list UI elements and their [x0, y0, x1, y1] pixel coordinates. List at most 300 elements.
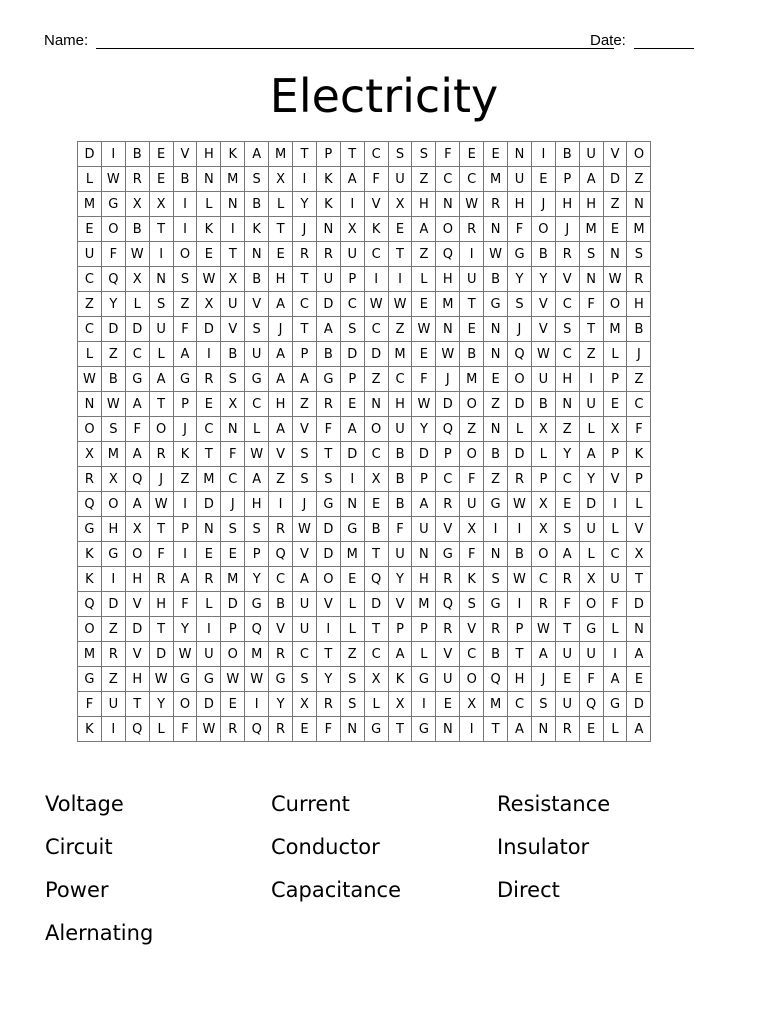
- grid-cell: E: [269, 242, 293, 267]
- grid-cell: U: [412, 517, 436, 542]
- grid-cell: W: [197, 717, 221, 742]
- grid-cell: I: [174, 217, 198, 242]
- grid-cell: J: [293, 217, 317, 242]
- grid-cell: Q: [436, 242, 460, 267]
- grid-cell: H: [580, 192, 604, 217]
- grid-cell: W: [460, 192, 484, 217]
- grid-cell: Z: [627, 367, 651, 392]
- grid-cell: U: [580, 517, 604, 542]
- grid-cell: L: [508, 417, 532, 442]
- grid-cell: I: [317, 617, 341, 642]
- grid-cell: T: [508, 642, 532, 667]
- grid-cell: F: [126, 417, 150, 442]
- grid-cell: R: [508, 467, 532, 492]
- grid-cell: L: [150, 342, 174, 367]
- grid-cell: U: [580, 642, 604, 667]
- date-blank-line: [634, 48, 694, 49]
- grid-cell: S: [245, 317, 269, 342]
- grid-cell: Z: [412, 242, 436, 267]
- grid-cell: I: [604, 492, 628, 517]
- grid-cell: I: [221, 217, 245, 242]
- grid-cell: O: [78, 617, 102, 642]
- grid-cell: D: [126, 617, 150, 642]
- grid-cell: C: [389, 367, 413, 392]
- grid-cell: A: [269, 417, 293, 442]
- grid-cell: X: [197, 292, 221, 317]
- grid-cell: U: [78, 242, 102, 267]
- grid-cell: A: [580, 167, 604, 192]
- grid-row: [78, 442, 651, 467]
- grid-cell: P: [341, 367, 365, 392]
- grid-cell: Z: [484, 392, 508, 417]
- grid-cell: E: [150, 142, 174, 167]
- grid-cell: N: [341, 717, 365, 742]
- grid-cell: A: [293, 567, 317, 592]
- grid-cell: X: [460, 692, 484, 717]
- word-list: [45, 790, 735, 948]
- grid-cell: R: [293, 242, 317, 267]
- grid-cell: A: [341, 417, 365, 442]
- grid-row: [78, 617, 651, 642]
- grid-cell: R: [556, 567, 580, 592]
- word-list-item: Conductor: [271, 835, 380, 859]
- grid-cell: N: [532, 717, 556, 742]
- grid-cell: R: [317, 392, 341, 417]
- grid-cell: P: [293, 342, 317, 367]
- grid-cell: G: [484, 592, 508, 617]
- grid-cell: W: [412, 392, 436, 417]
- grid-cell: N: [484, 217, 508, 242]
- grid-cell: V: [174, 142, 198, 167]
- grid-cell: A: [126, 492, 150, 517]
- grid-cell: L: [341, 617, 365, 642]
- grid-cell: F: [627, 417, 651, 442]
- grid-cell: A: [293, 367, 317, 392]
- grid-cell: R: [484, 192, 508, 217]
- grid-cell: X: [389, 692, 413, 717]
- grid-cell: T: [484, 717, 508, 742]
- grid-cell: F: [221, 442, 245, 467]
- grid-row: [78, 567, 651, 592]
- grid-cell: D: [365, 592, 389, 617]
- word-search-grid: [77, 141, 651, 742]
- grid-cell: T: [556, 617, 580, 642]
- grid-cell: G: [317, 367, 341, 392]
- grid-cell: X: [365, 667, 389, 692]
- grid-cell: H: [508, 667, 532, 692]
- grid-cell: O: [102, 492, 126, 517]
- grid-cell: W: [484, 242, 508, 267]
- grid-cell: D: [341, 442, 365, 467]
- grid-cell: U: [460, 492, 484, 517]
- grid-cell: K: [78, 567, 102, 592]
- grid-cell: C: [627, 392, 651, 417]
- grid-cell: U: [556, 642, 580, 667]
- grid-row: [78, 367, 651, 392]
- grid-cell: C: [532, 567, 556, 592]
- grid-cell: O: [126, 542, 150, 567]
- grid-cell: E: [532, 167, 556, 192]
- grid-cell: A: [269, 292, 293, 317]
- grid-cell: R: [197, 367, 221, 392]
- grid-cell: F: [580, 667, 604, 692]
- grid-cell: Y: [532, 267, 556, 292]
- grid-cell: S: [556, 317, 580, 342]
- grid-cell: P: [341, 267, 365, 292]
- grid-cell: S: [341, 692, 365, 717]
- grid-cell: A: [269, 342, 293, 367]
- grid-cell: O: [580, 592, 604, 617]
- grid-cell: Y: [293, 192, 317, 217]
- grid-cell: T: [197, 442, 221, 467]
- grid-cell: Z: [174, 292, 198, 317]
- grid-cell: U: [389, 417, 413, 442]
- grid-cell: G: [365, 717, 389, 742]
- grid-cell: N: [508, 142, 532, 167]
- grid-cell: E: [78, 217, 102, 242]
- grid-cell: I: [484, 517, 508, 542]
- grid-cell: H: [245, 492, 269, 517]
- grid-row: [78, 417, 651, 442]
- grid-cell: C: [365, 642, 389, 667]
- grid-cell: Q: [365, 567, 389, 592]
- grid-cell: Z: [412, 167, 436, 192]
- grid-cell: Y: [269, 692, 293, 717]
- grid-cell: I: [532, 142, 556, 167]
- grid-cell: E: [436, 692, 460, 717]
- grid-cell: F: [365, 167, 389, 192]
- grid-cell: C: [365, 142, 389, 167]
- grid-cell: Z: [78, 292, 102, 317]
- grid-cell: S: [102, 417, 126, 442]
- page-title: Electricity: [269, 69, 499, 123]
- grid-cell: F: [460, 467, 484, 492]
- grid-cell: R: [627, 267, 651, 292]
- grid-row: [78, 392, 651, 417]
- grid-cell: N: [484, 342, 508, 367]
- grid-cell: O: [460, 392, 484, 417]
- grid-cell: M: [580, 217, 604, 242]
- grid-cell: B: [221, 342, 245, 367]
- grid-cell: D: [317, 542, 341, 567]
- grid-cell: W: [412, 317, 436, 342]
- grid-cell: H: [436, 267, 460, 292]
- grid-cell: C: [293, 642, 317, 667]
- grid-cell: I: [269, 492, 293, 517]
- grid-cell: S: [293, 667, 317, 692]
- grid-cell: N: [341, 492, 365, 517]
- grid-cell: C: [126, 342, 150, 367]
- grid-cell: B: [484, 442, 508, 467]
- header-line: [44, 32, 696, 52]
- grid-cell: G: [174, 367, 198, 392]
- grid-cell: E: [484, 142, 508, 167]
- grid-cell: I: [197, 342, 221, 367]
- grid-cell: E: [197, 242, 221, 267]
- grid-cell: A: [627, 642, 651, 667]
- grid-cell: U: [102, 692, 126, 717]
- grid-cell: I: [460, 242, 484, 267]
- grid-cell: T: [221, 242, 245, 267]
- grid-cell: F: [460, 542, 484, 567]
- grid-cell: V: [293, 542, 317, 567]
- grid-cell: Z: [627, 167, 651, 192]
- grid-cell: E: [604, 392, 628, 417]
- grid-cell: S: [412, 142, 436, 167]
- grid-cell: G: [412, 667, 436, 692]
- grid-cell: T: [460, 292, 484, 317]
- grid-cell: T: [389, 717, 413, 742]
- grid-cell: N: [365, 392, 389, 417]
- grid-cell: L: [78, 167, 102, 192]
- grid-cell: C: [269, 567, 293, 592]
- grid-cell: S: [221, 517, 245, 542]
- grid-cell: E: [484, 367, 508, 392]
- grid-cell: L: [604, 617, 628, 642]
- grid-cell: O: [508, 367, 532, 392]
- grid-cell: O: [460, 442, 484, 467]
- grid-cell: U: [460, 267, 484, 292]
- grid-cell: Z: [460, 417, 484, 442]
- grid-cell: J: [556, 217, 580, 242]
- grid-cell: Q: [269, 542, 293, 567]
- grid-cell: F: [317, 717, 341, 742]
- grid-cell: M: [412, 592, 436, 617]
- grid-cell: V: [269, 442, 293, 467]
- grid-cell: K: [221, 142, 245, 167]
- grid-cell: C: [78, 267, 102, 292]
- grid-cell: V: [365, 192, 389, 217]
- grid-cell: O: [436, 217, 460, 242]
- grid-cell: S: [221, 367, 245, 392]
- grid-cell: H: [269, 267, 293, 292]
- grid-cell: O: [78, 417, 102, 442]
- grid-cell: Z: [389, 317, 413, 342]
- grid-cell: N: [484, 317, 508, 342]
- grid-cell: P: [221, 617, 245, 642]
- grid-cell: R: [484, 617, 508, 642]
- grid-cell: R: [78, 467, 102, 492]
- grid-cell: R: [269, 642, 293, 667]
- grid-cell: I: [365, 267, 389, 292]
- word-list-item: Direct: [497, 878, 560, 902]
- grid-cell: J: [150, 467, 174, 492]
- grid-cell: X: [604, 417, 628, 442]
- grid-cell: O: [221, 642, 245, 667]
- grid-cell: E: [341, 392, 365, 417]
- grid-cell: B: [484, 642, 508, 667]
- grid-cell: A: [389, 642, 413, 667]
- grid-cell: Y: [508, 267, 532, 292]
- grid-cell: O: [532, 542, 556, 567]
- grid-cell: E: [221, 692, 245, 717]
- grid-row: [78, 242, 651, 267]
- grid-cell: U: [580, 142, 604, 167]
- grid-cell: O: [174, 242, 198, 267]
- grid-cell: M: [78, 642, 102, 667]
- grid-row: [78, 342, 651, 367]
- grid-cell: T: [627, 567, 651, 592]
- grid-cell: R: [269, 517, 293, 542]
- grid-cell: A: [627, 717, 651, 742]
- grid-cell: Z: [269, 467, 293, 492]
- grid-cell: Y: [317, 667, 341, 692]
- grid-cell: F: [78, 692, 102, 717]
- grid-cell: B: [460, 342, 484, 367]
- grid-cell: H: [102, 517, 126, 542]
- grid-cell: D: [604, 167, 628, 192]
- grid-row: [78, 492, 651, 517]
- grid-cell: N: [580, 267, 604, 292]
- grid-cell: T: [365, 617, 389, 642]
- grid-cell: I: [580, 367, 604, 392]
- grid-cell: K: [197, 217, 221, 242]
- grid-cell: F: [317, 417, 341, 442]
- grid-cell: G: [269, 667, 293, 692]
- grid-cell: E: [556, 492, 580, 517]
- grid-cell: P: [317, 142, 341, 167]
- word-list-item: Power: [45, 878, 109, 902]
- grid-cell: O: [150, 417, 174, 442]
- grid-cell: Z: [293, 392, 317, 417]
- grid-cell: R: [436, 567, 460, 592]
- grid-cell: W: [436, 342, 460, 367]
- grid-cell: B: [317, 342, 341, 367]
- grid-cell: V: [627, 517, 651, 542]
- grid-cell: A: [532, 642, 556, 667]
- grid-cell: Y: [150, 692, 174, 717]
- grid-cell: A: [580, 442, 604, 467]
- grid-row: [78, 542, 651, 567]
- grid-cell: Q: [78, 592, 102, 617]
- grid-cell: L: [126, 292, 150, 317]
- grid-cell: M: [627, 217, 651, 242]
- grid-cell: H: [269, 392, 293, 417]
- grid-cell: B: [532, 242, 556, 267]
- grid-cell: D: [150, 642, 174, 667]
- grid-cell: H: [508, 192, 532, 217]
- grid-cell: V: [126, 642, 150, 667]
- grid-cell: F: [580, 292, 604, 317]
- grid-cell: P: [604, 367, 628, 392]
- grid-cell: S: [556, 517, 580, 542]
- grid-cell: F: [389, 517, 413, 542]
- grid-row: [78, 692, 651, 717]
- grid-cell: N: [436, 317, 460, 342]
- grid-cell: T: [317, 642, 341, 667]
- grid-cell: G: [197, 667, 221, 692]
- grid-cell: T: [150, 617, 174, 642]
- grid-cell: T: [317, 442, 341, 467]
- grid-cell: W: [293, 517, 317, 542]
- grid-cell: B: [365, 517, 389, 542]
- grid-cell: G: [126, 367, 150, 392]
- grid-cell: D: [627, 592, 651, 617]
- grid-cell: I: [102, 142, 126, 167]
- grid-cell: L: [532, 442, 556, 467]
- grid-row: [78, 467, 651, 492]
- grid-cell: C: [460, 167, 484, 192]
- grid-cell: C: [508, 692, 532, 717]
- grid-row: [78, 217, 651, 242]
- grid-cell: B: [556, 142, 580, 167]
- grid-cell: F: [412, 367, 436, 392]
- grid-cell: L: [412, 267, 436, 292]
- grid-cell: T: [150, 217, 174, 242]
- grid-cell: Z: [556, 417, 580, 442]
- grid-cell: Q: [508, 342, 532, 367]
- grid-cell: T: [389, 242, 413, 267]
- grid-cell: F: [174, 717, 198, 742]
- grid-cell: N: [221, 417, 245, 442]
- grid-cell: B: [484, 267, 508, 292]
- grid-cell: I: [174, 192, 198, 217]
- grid-cell: H: [412, 192, 436, 217]
- name-blank-line: [96, 48, 614, 49]
- grid-cell: M: [436, 292, 460, 317]
- grid-cell: X: [221, 267, 245, 292]
- grid-cell: A: [174, 342, 198, 367]
- grid-cell: E: [627, 667, 651, 692]
- grid-cell: F: [174, 317, 198, 342]
- grid-cell: Q: [78, 492, 102, 517]
- grid-cell: A: [604, 667, 628, 692]
- word-list-item: Insulator: [497, 835, 590, 859]
- grid-cell: N: [221, 192, 245, 217]
- grid-cell: L: [197, 192, 221, 217]
- grid-cell: G: [317, 492, 341, 517]
- grid-cell: L: [412, 642, 436, 667]
- grid-cell: D: [102, 592, 126, 617]
- grid-cell: U: [508, 167, 532, 192]
- grid-cell: W: [365, 292, 389, 317]
- grid-cell: V: [436, 517, 460, 542]
- grid-cell: W: [102, 392, 126, 417]
- grid-cell: E: [221, 542, 245, 567]
- grid-cell: S: [460, 592, 484, 617]
- grid-cell: B: [389, 467, 413, 492]
- grid-cell: T: [150, 392, 174, 417]
- grid-cell: L: [580, 542, 604, 567]
- grid-cell: L: [78, 342, 102, 367]
- grid-cell: E: [197, 392, 221, 417]
- grid-cell: K: [317, 167, 341, 192]
- grid-cell: E: [197, 542, 221, 567]
- grid-cell: U: [221, 292, 245, 317]
- grid-cell: W: [221, 667, 245, 692]
- grid-cell: X: [126, 267, 150, 292]
- grid-cell: L: [269, 192, 293, 217]
- grid-cell: Z: [341, 642, 365, 667]
- grid-cell: W: [197, 267, 221, 292]
- grid-cell: V: [604, 467, 628, 492]
- grid-cell: W: [245, 442, 269, 467]
- grid-cell: G: [102, 192, 126, 217]
- grid-row: [78, 142, 651, 167]
- grid-cell: M: [221, 167, 245, 192]
- grid-cell: S: [484, 567, 508, 592]
- grid-cell: B: [532, 392, 556, 417]
- grid-cell: A: [317, 317, 341, 342]
- grid-cell: Z: [102, 667, 126, 692]
- grid-cell: M: [269, 142, 293, 167]
- grid-cell: R: [221, 717, 245, 742]
- grid-cell: L: [604, 717, 628, 742]
- grid-cell: V: [245, 292, 269, 317]
- grid-cell: Y: [245, 567, 269, 592]
- grid-cell: O: [460, 667, 484, 692]
- grid-cell: M: [78, 192, 102, 217]
